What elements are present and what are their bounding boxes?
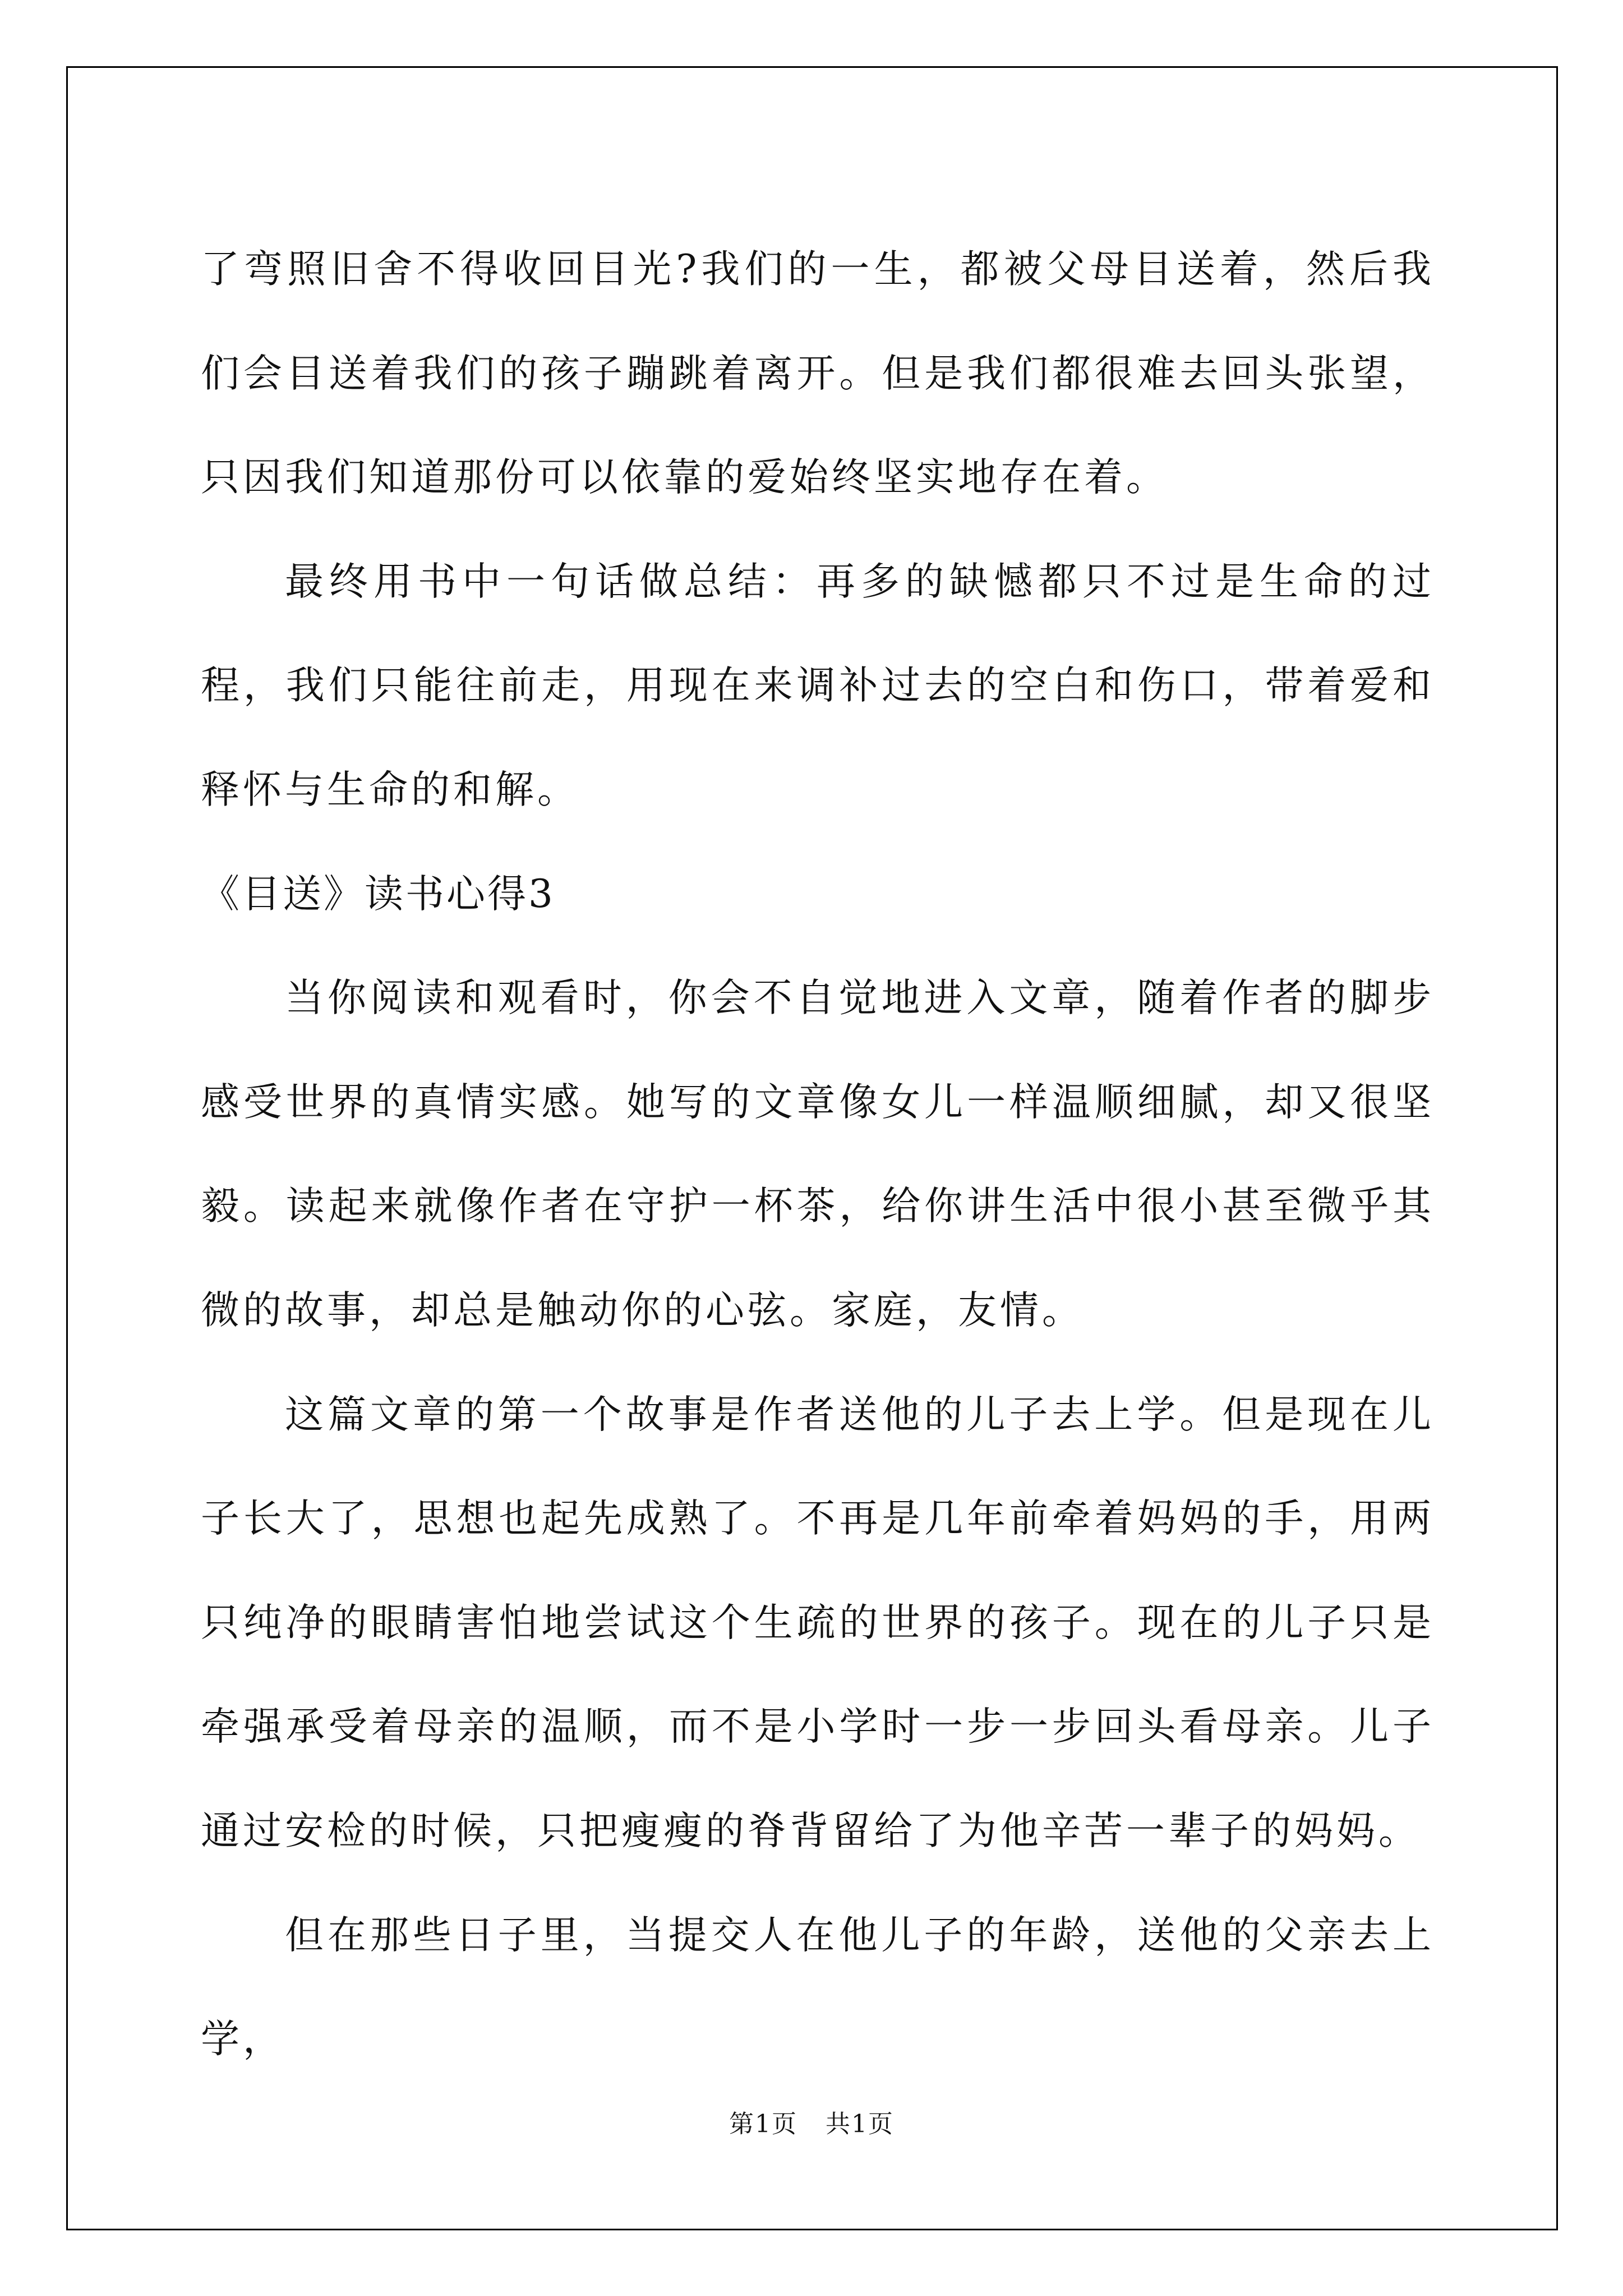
section-heading: 《目送》读书心得3 xyxy=(201,871,555,917)
paragraph-4: 这篇文章的第一个故事是作者送他的儿子去上学。但是现在儿子长大了，思想也起先成熟了。不再是几年前牵着妈妈的手，用两只纯净的眼睛害怕地尝试这个生疏的世界的孩子。现在的儿子只是牵强承受着母亲的温顺，而不是小学时一步一步回头看母亲。儿子通过安检的时候，只把瘦瘦的脊背留给了为他辛苦一辈子的妈妈。 xyxy=(201,1392,1435,1853)
page-number: 第1页 xyxy=(729,2110,797,2138)
paragraph-1: 了弯照旧舍不得收回目光?我们的一生，都被父母目送着，然后我们会目送着我们的孩子蹦跳着离开。但是我们都很难去回头张望，只因我们知道那份可以依靠的爱始终坚实地存在着。 xyxy=(201,247,1435,500)
document-body xyxy=(201,218,1435,2092)
paragraph-5: 但在那些日子里，当提交人在他儿子的年龄，送他的父亲去上学， xyxy=(201,1912,1435,2062)
page-total: 共1页 xyxy=(826,2110,894,2138)
paragraph-2: 最终用书中一句话做总结：再多的缺憾都只不过是生命的过程，我们只能往前走，用现在来调补过去的空白和伤口，带着爱和释怀与生命的和解。 xyxy=(201,559,1435,812)
page-footer xyxy=(0,2104,1623,2139)
paragraph-3: 当你阅读和观看时，你会不自觉地进入文章，随着作者的脚步感受世界的真情实感。她写的文章像女儿一样温顺细腻，却又很坚毅。读起来就像作者在守护一杯茶，给你讲生活中很小甚至微乎其微的故事，却总是触动你的心弦。家庭，友情。 xyxy=(201,976,1435,1333)
